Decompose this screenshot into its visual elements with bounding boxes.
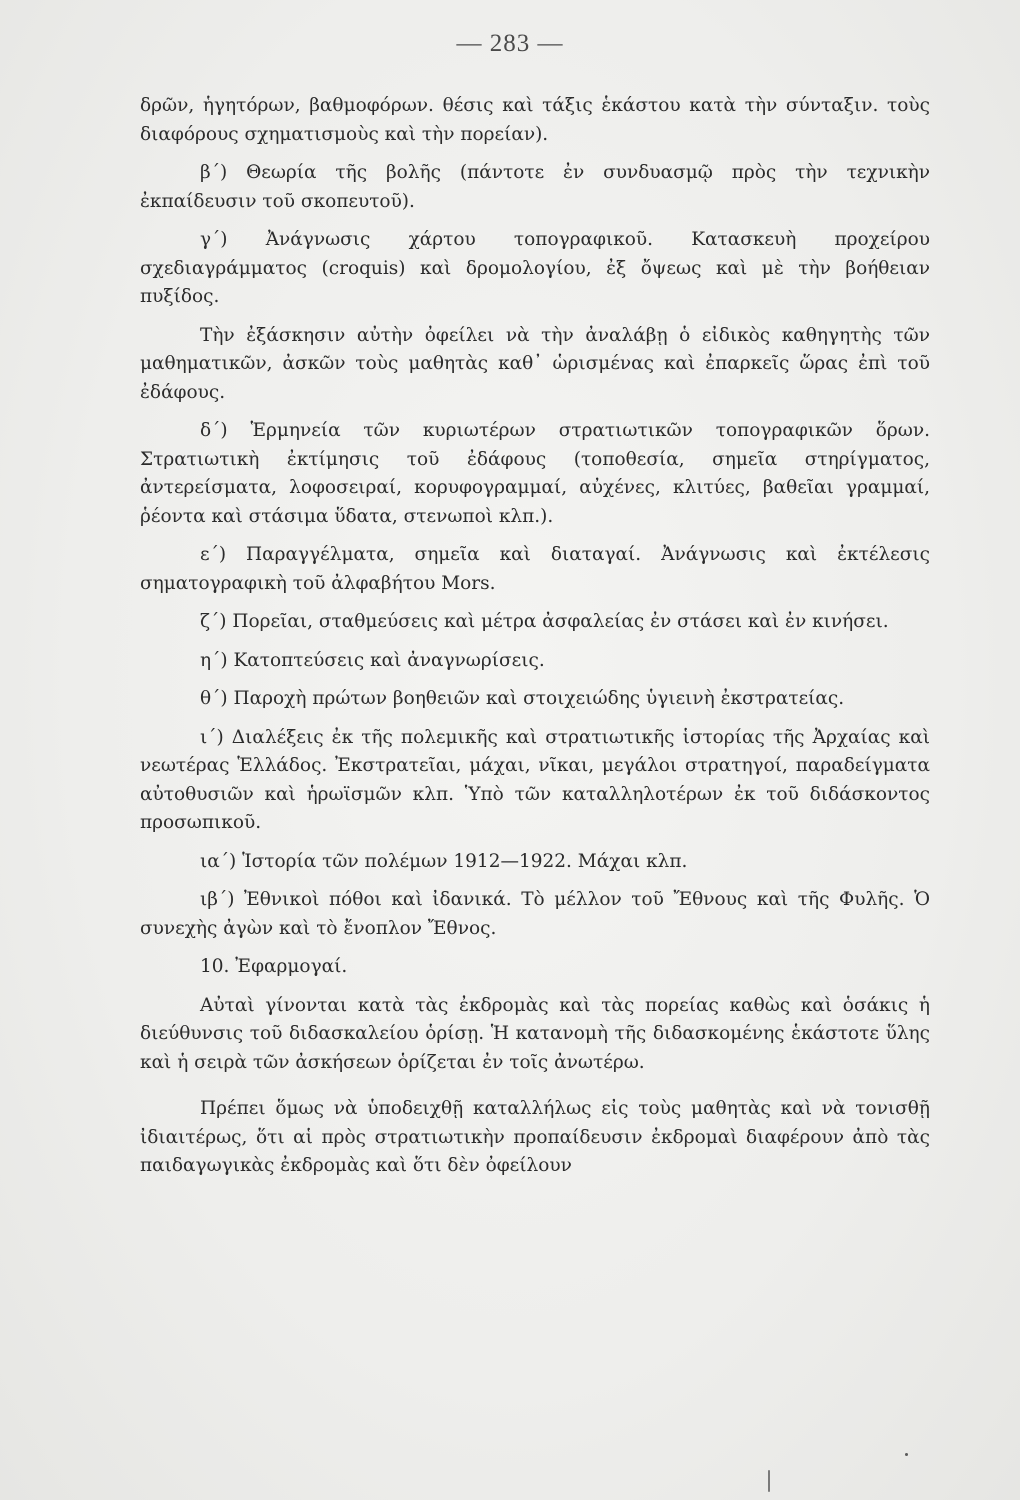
item-text: Θεωρία τῆς βολῆς (πάντοτε ἐν συνδυασμῷ πρὸς τὴν τεχνικὴν ἐκπαίδευσιν τοῦ σκοπευτοῦ). [140,162,930,212]
item-text: Ἐθνικοὶ πόθοι καὶ ἰδανικά. Τὸ μέλλον τοῦ Ἔθνους καὶ τῆς Φυλῆς. Ὁ συνεχὴς ἀγὼν καὶ τὸ ἔνοπλον Ἔθνος. [140,889,930,939]
item-text: Ἑρμηνεία τῶν κυριωτέρων στρατιωτικῶν τοπογραφικῶν ὅρων. Στρατιωτικὴ ἐκτίμησις τοῦ ἐδάφους (τοποθεσία, σημεῖα στηρίγματος, ἀντερείσματα, λοφοσειραί, κορυφογραμμαί, αὐχένες, κλιτύες, βαθεῖαι γραμμαί, ῥέοντα καὶ στάσιμα ὕδατα, στενωποὶ κλπ.). [140,420,930,527]
list-item-zeta [140,608,930,637]
item-label: ε΄) [200,544,227,565]
item-label: η΄) [200,649,228,671]
item-label: ια΄) [200,850,237,872]
list-item-delta [140,417,930,531]
paragraph-closing: Πρέπει ὅμως νὰ ὑποδειχθῇ καταλλήλως εἰς τοὺς μαθητὰς καὶ νὰ τονισθῇ ἰδιαιτέρως, ὅτι αἱ πρὸς στρατιωτικὴν προπαίδευσιν ἐκδρομαὶ διαφέρουν ἀπὸ τὰς παιδαγωγικὰς ἐκδρομὰς καὶ ὅτι δὲν ὀφείλουν [140,1098,930,1176]
list-item-iota-alpha [140,848,930,877]
item-text: Διαλέξεις ἐκ τῆς πολεμικῆς καὶ στρατιωτικῆς ἱστορίας τῆς Ἀρχαίας καὶ νεωτέρας Ἑλλάδος. Ἐκστρατεῖαι, μάχαι, νῖκαι, μεγάλοι στρατηγοί, παραδείγματα αὐτοθυσιῶν καὶ ἡρωϊσμῶν κλπ. Ὑπὸ τῶν καταλληλοτέρων ἐκ τοῦ διδάσκοντος προσωπικοῦ. [140,726,930,833]
item-text: Παροχὴ πρώτων βοηθειῶν καὶ στοιχειώδης ὑγιεινὴ ἐκστρατείας. [233,688,845,709]
list-item-eta [140,647,930,676]
item-label: β΄) [200,162,228,183]
item-label: γ΄) [200,229,228,250]
list-item-epsilon [140,541,930,598]
scan-mark [768,1470,770,1492]
page-number: — 283 — [456,30,564,57]
list-item-beta [140,159,930,216]
scan-speck [905,1453,908,1456]
list-item-iota [140,724,930,838]
continuation-paragraph: δρῶν, ἡγητόρων, βαθμοφόρων. θέσις καὶ τάξις ἑκάστου κατὰ τὴν σύνταξιν. τοὺς διαφόρους σχηματισμοὺς καὶ τὴν πορείαν). [140,95,930,145]
paragraph-exercise: Τὴν ἐξάσκησιν αὐτὴν ὀφείλει νὰ τὴν ἀναλάβῃ ὁ εἰδικὸς καθηγητὴς τῶν μαθηματικῶν, ἀσκῶν τοὺς μαθητὰς καθ᾽ ὡρισμένας καὶ ἐπαρκεῖς ὥρας ἐπὶ τοῦ ἐδάφους. [140,324,930,403]
section-heading: 10. Ἐφαρμογαί. [200,956,348,977]
item-text: Ἀνάγνωσις χάρτου τοπογραφικοῦ. Κατασκευὴ προχείρου σχεδιαγράμματος (croquis) καὶ δρομολογίου, ἐξ ὄψεως καὶ μὲ τὴν βοήθειαν πυξίδος. [140,229,930,307]
item-label: θ΄) [200,688,228,709]
paragraph-applications: Αὐταὶ γίνονται κατὰ τὰς ἐκδρομὰς καὶ τὰς πορείας καθὼς καὶ ὁσάκις ἡ διεύθυνσις τοῦ διδασκαλείου ὁρίσῃ. Ἡ κατανομὴ τῆς διδασκομένης ἑκάστοτε ὕλης καὶ ἡ σειρὰ τῶν ἀσκήσεων ὁρίζεται ἐν τοῖς ἀνωτέρω. [140,994,930,1073]
item-label: ι΄) [200,726,224,748]
item-label: ιβ΄) [200,889,235,910]
item-text: Ἱστορία τῶν πολέμων 1912—1922. Μάχαι κλπ. [242,850,688,872]
item-text: Πορεῖαι, σταθμεύσεις καὶ μέτρα ἀσφαλείας ἐν στάσει καὶ ἐν κινήσει. [232,611,889,632]
item-label: δ΄) [200,420,228,441]
list-item-theta [140,685,930,714]
item-label: ζ΄) [200,611,227,632]
item-text: Κατοπτεύσεις καὶ ἀναγνωρίσεις. [233,649,545,671]
page-body [140,92,930,1181]
item-text: Παραγγέλματα, σημεῖα καὶ διαταγαί. Ἀνάγνωσις καὶ ἐκτέλεσις σηματογραφικὴ τοῦ ἀλφαβήτου Mors. [140,544,930,594]
list-item-iota-beta [140,886,930,943]
list-item-gamma [140,226,930,312]
